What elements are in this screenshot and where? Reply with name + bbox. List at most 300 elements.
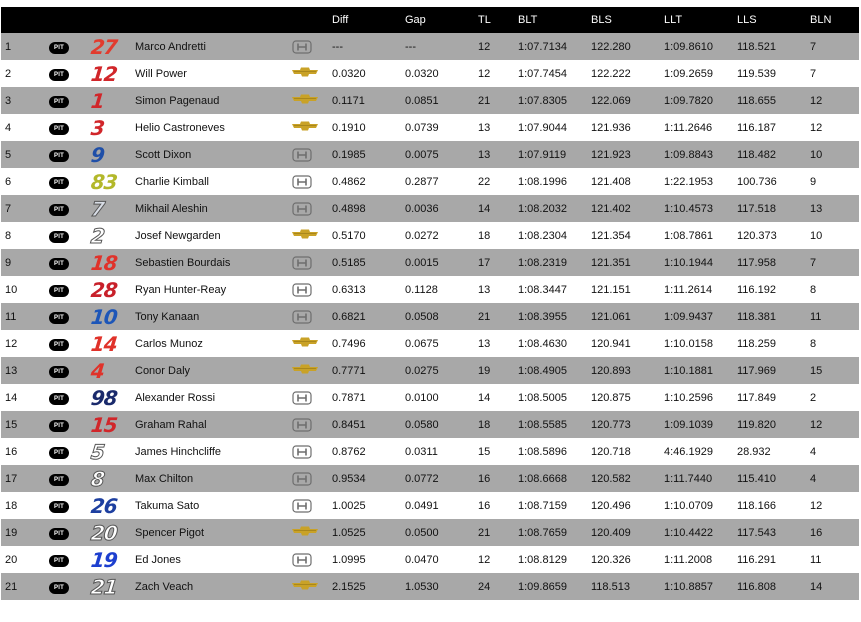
gap-cell: 0.2877 [405,175,439,188]
best-lap-time-cell: 1:08.1996 [518,175,567,188]
best-lap-number-cell: 11 [810,553,822,566]
car-number: 12 [89,61,119,86]
pit-icon: PIT [49,501,69,513]
best-lap-time-cell: 1:08.8129 [518,553,567,566]
last-lap-time-cell: 1:09.8843 [664,148,713,161]
last-lap-time-cell: 1:10.0709 [664,499,713,512]
total-laps-cell: 21 [478,526,491,539]
gap-cell: 0.0272 [405,229,439,242]
driver-name[interactable]: Graham Rahal [135,418,207,431]
gap-cell: 0.0320 [405,67,439,80]
diff-cell: --- [332,40,343,53]
driver-name[interactable]: Zach Veach [135,580,194,593]
diff-cell: 0.1171 [332,94,365,107]
gap-cell: 0.0036 [405,202,439,215]
best-lap-speed-cell: 120.582 [591,472,631,485]
best-lap-number-cell: 12 [810,94,823,107]
chevrolet-logo-icon [292,121,312,135]
last-lap-time-cell: 4:46.1929 [664,445,713,458]
last-lap-time-cell: 1:10.4573 [664,202,713,215]
best-lap-speed-cell: 122.280 [591,40,631,53]
position-cell: 10 [5,283,18,296]
driver-name[interactable]: Carlos Munoz [135,337,203,350]
last-lap-time-cell: 1:11.2008 [664,553,713,566]
pit-icon: PIT [49,339,69,351]
last-lap-time-cell: 1:10.1944 [664,256,713,269]
diff-cell: 0.8762 [332,445,366,458]
total-laps-cell: 19 [478,364,491,377]
position-cell: 13 [5,364,18,377]
best-lap-time-cell: 1:08.7659 [518,526,567,539]
last-lap-speed-cell: 117.543 [737,526,776,539]
total-laps-cell: 12 [478,553,491,566]
position-cell: 19 [5,526,18,539]
gap-cell: 0.0580 [405,418,439,431]
total-laps-cell: 13 [478,337,491,350]
gap-cell: 0.0100 [405,391,439,404]
diff-cell: 1.0525 [332,526,366,539]
best-lap-time-cell: 1:08.7159 [518,499,567,512]
diff-cell: 1.0995 [332,553,366,566]
position-cell: 7 [5,202,12,215]
diff-cell: 1.0025 [332,499,366,512]
honda-logo-icon [292,283,312,297]
last-lap-speed-cell: 118.482 [737,148,776,161]
position-cell: 1 [5,40,12,53]
total-laps-cell: 13 [478,283,491,296]
best-lap-time-cell: 1:07.9044 [518,121,567,134]
gap-cell: 0.0508 [405,310,439,323]
best-lap-speed-cell: 120.326 [591,553,631,566]
car-number: 5 [89,439,106,464]
best-lap-time-cell: 1:08.5005 [518,391,567,404]
position-cell: 21 [5,580,18,593]
table-row[interactable] [1,33,859,60]
position-cell: 11 [5,310,17,323]
pit-icon: PIT [49,96,69,108]
car-number: 4 [89,358,106,383]
diff-cell: 2.1525 [332,580,366,593]
chevrolet-logo-icon [292,337,312,351]
best-lap-speed-cell: 120.409 [591,526,631,539]
table-row[interactable] [1,114,859,141]
pit-icon: PIT [49,204,69,216]
table-header-row [1,7,859,33]
last-lap-time-cell: 1:11.7440 [664,472,713,485]
chevrolet-logo-icon [292,580,312,594]
best-lap-speed-cell: 121.354 [591,229,631,242]
header-best-lap-time[interactable]: BLT [518,14,538,26]
pit-icon: PIT [49,474,69,486]
table-row[interactable] [1,87,859,114]
diff-cell: 0.4898 [332,202,366,215]
position-cell: 5 [5,148,12,161]
total-laps-cell: 13 [478,121,491,134]
position-cell: 12 [5,337,18,350]
pit-icon: PIT [49,42,69,54]
total-laps-cell: 18 [478,229,491,242]
car-number: 28 [89,277,119,302]
table-row[interactable] [1,519,859,546]
best-lap-number-cell: 4 [810,445,817,458]
best-lap-time-cell: 1:08.3447 [518,283,567,296]
diff-cell: 0.8451 [332,418,366,431]
total-laps-cell: 12 [478,67,491,80]
last-lap-speed-cell: 119.539 [737,67,776,80]
pit-icon: PIT [49,528,69,540]
chevrolet-logo-icon [292,526,312,540]
pit-icon: PIT [49,231,69,243]
position-cell: 2 [5,67,12,80]
best-lap-number-cell: 9 [810,175,817,188]
total-laps-cell: 21 [478,94,491,107]
best-lap-speed-cell: 120.893 [591,364,631,377]
header-diff[interactable]: Diff [332,14,349,26]
table-row[interactable] [1,222,859,249]
honda-logo-icon [292,418,312,432]
total-laps-cell: 14 [478,391,491,404]
best-lap-speed-cell: 121.351 [591,256,631,269]
best-lap-number-cell: 4 [810,472,817,485]
car-number: 15 [89,412,119,437]
best-lap-number-cell: 15 [810,364,823,377]
car-number: 8 [89,466,106,491]
best-lap-speed-cell: 121.936 [591,121,631,134]
best-lap-number-cell: 7 [810,67,817,80]
best-lap-number-cell: 16 [810,526,823,539]
last-lap-speed-cell: 115.410 [737,472,776,485]
header-best-lap-speed[interactable]: BLS [591,14,612,26]
best-lap-number-cell: 10 [810,148,823,161]
total-laps-cell: 12 [478,40,491,53]
last-lap-time-cell: 1:10.4422 [664,526,713,539]
header-last-lap-time[interactable]: LLT [664,14,683,26]
gap-cell: 0.0075 [405,148,439,161]
header-last-lap-speed[interactable]: LLS [737,14,757,26]
car-number: 19 [89,547,119,572]
timing-scoring-board [1,7,859,600]
header-best-lap-number[interactable]: BLN [810,14,832,26]
last-lap-time-cell: 1:09.8610 [664,40,713,53]
pit-icon: PIT [49,555,69,567]
header-position [1,7,45,33]
last-lap-speed-cell: 119.820 [737,418,776,431]
position-cell: 15 [5,418,18,431]
best-lap-time-cell: 1:08.5585 [518,418,567,431]
driver-name[interactable]: Ed Jones [135,553,181,566]
pit-icon: PIT [49,420,69,432]
table-row[interactable] [1,357,859,384]
table-row[interactable] [1,465,859,492]
car-number: 26 [89,493,119,518]
gap-cell: 0.0772 [405,472,439,485]
last-lap-time-cell: 1:08.7861 [664,229,713,242]
best-lap-speed-cell: 122.222 [591,67,631,80]
header-gap[interactable]: Gap [405,14,426,26]
best-lap-number-cell: 7 [810,256,817,269]
table-row[interactable] [1,141,859,168]
car-number: 83 [89,169,119,194]
best-lap-speed-cell: 121.061 [591,310,631,323]
diff-cell: 0.5170 [332,229,366,242]
diff-cell: 0.0320 [332,67,366,80]
last-lap-time-cell: 1:09.1039 [664,418,713,431]
best-lap-speed-cell: 120.875 [591,391,631,404]
total-laps-cell: 16 [478,499,491,512]
pit-icon: PIT [49,150,69,162]
last-lap-speed-cell: 116.808 [737,580,776,593]
honda-logo-icon [292,499,312,513]
diff-cell: 0.9534 [332,472,366,485]
last-lap-time-cell: 1:11.2614 [664,283,713,296]
table-row[interactable] [1,303,859,330]
best-lap-number-cell: 2 [810,391,817,404]
pit-icon: PIT [49,285,69,297]
pit-icon: PIT [49,123,69,135]
best-lap-speed-cell: 121.151 [591,283,631,296]
gap-cell: 1.0530 [405,580,439,593]
pit-icon: PIT [49,393,69,405]
driver-name[interactable]: Helio Castroneves [135,121,225,134]
gap-cell: 0.0470 [405,553,439,566]
driver-name[interactable]: Mikhail Aleshin [135,202,208,215]
honda-logo-icon [292,553,312,567]
car-number: 10 [89,304,119,329]
last-lap-speed-cell: 118.259 [737,337,776,350]
best-lap-number-cell: 8 [810,283,817,296]
driver-name[interactable]: Conor Daly [135,364,191,377]
best-lap-number-cell: 12 [810,499,823,512]
table-row[interactable] [1,438,859,465]
pit-icon: PIT [49,582,69,594]
table-row[interactable] [1,492,859,519]
last-lap-speed-cell: 116.291 [737,553,776,566]
best-lap-time-cell: 1:08.6668 [518,472,567,485]
best-lap-time-cell: 1:08.3955 [518,310,567,323]
leaderboard-table [1,7,859,600]
last-lap-time-cell: 1:11.2646 [664,121,713,134]
driver-name[interactable]: Sebastien Bourdais [135,256,231,269]
car-number: 7 [89,196,106,221]
last-lap-time-cell: 1:10.8857 [664,580,713,593]
car-number: 1 [89,88,106,113]
gap-cell: 0.0675 [405,337,439,350]
table-row[interactable] [1,546,859,573]
gap-cell: 0.1128 [405,283,438,296]
gap-cell: 0.0311 [405,445,438,458]
gap-cell: 0.0275 [405,364,439,377]
best-lap-number-cell: 13 [810,202,823,215]
car-number: 3 [89,115,106,140]
driver-name[interactable]: James Hinchcliffe [135,445,221,458]
table-row[interactable] [1,276,859,303]
last-lap-time-cell: 1:10.0158 [664,337,713,350]
best-lap-speed-cell: 121.408 [591,175,631,188]
position-cell: 14 [5,391,18,404]
last-lap-speed-cell: 118.521 [737,40,776,53]
best-lap-speed-cell: 120.773 [591,418,631,431]
last-lap-speed-cell: 120.373 [737,229,777,242]
table-row[interactable] [1,195,859,222]
last-lap-speed-cell: 116.192 [737,283,776,296]
diff-cell: 0.1985 [332,148,366,161]
driver-name[interactable]: Charlie Kimball [135,175,209,188]
honda-logo-icon [292,256,312,270]
best-lap-speed-cell: 121.923 [591,148,631,161]
best-lap-time-cell: 1:07.8305 [518,94,567,107]
header-engine [288,7,328,33]
best-lap-time-cell: 1:08.4630 [518,337,567,350]
total-laps-cell: 13 [478,148,491,161]
last-lap-speed-cell: 28.932 [737,445,771,458]
table-row[interactable] [1,411,859,438]
position-cell: 18 [5,499,18,512]
header-car-number [87,7,131,33]
best-lap-time-cell: 1:07.7134 [518,40,567,53]
last-lap-speed-cell: 118.655 [737,94,776,107]
best-lap-speed-cell: 122.069 [591,94,631,107]
last-lap-speed-cell: 100.736 [737,175,777,188]
honda-logo-icon [292,445,312,459]
diff-cell: 0.4862 [332,175,366,188]
total-laps-cell: 16 [478,472,491,485]
best-lap-time-cell: 1:08.5896 [518,445,567,458]
total-laps-cell: 22 [478,175,491,188]
honda-logo-icon [292,175,312,189]
best-lap-number-cell: 7 [810,40,817,53]
position-cell: 20 [5,553,18,566]
best-lap-number-cell: 12 [810,418,823,431]
best-lap-time-cell: 1:07.7454 [518,67,567,80]
best-lap-number-cell: 12 [810,121,823,134]
car-number: 9 [89,142,106,167]
total-laps-cell: 21 [478,310,491,323]
gap-cell: 0.0851 [405,94,439,107]
header-pit [45,7,87,33]
position-cell: 6 [5,175,12,188]
gap-cell: 0.0491 [405,499,439,512]
total-laps-cell: 18 [478,418,491,431]
table-row[interactable] [1,573,859,600]
last-lap-speed-cell: 118.166 [737,499,776,512]
best-lap-speed-cell: 120.941 [591,337,631,350]
car-number: 18 [89,250,119,275]
driver-name[interactable]: Will Power [135,67,187,80]
gap-cell: 0.0500 [405,526,439,539]
driver-name[interactable]: Takuma Sato [135,499,200,512]
diff-cell: 0.5185 [332,256,366,269]
car-number: 14 [89,331,119,356]
diff-cell: 0.6313 [332,283,366,296]
best-lap-time-cell: 1:08.2032 [518,202,567,215]
honda-logo-icon [292,472,312,486]
best-lap-number-cell: 14 [810,580,823,593]
position-cell: 17 [5,472,18,485]
driver-name[interactable]: Simon Pagenaud [135,94,220,107]
honda-logo-icon [292,148,312,162]
position-cell: 4 [5,121,12,134]
total-laps-cell: 14 [478,202,491,215]
pit-icon: PIT [49,312,69,324]
last-lap-time-cell: 1:10.2596 [664,391,713,404]
last-lap-speed-cell: 117.958 [737,256,776,269]
header-total-laps[interactable]: TL [478,14,491,26]
best-lap-speed-cell: 121.402 [591,202,631,215]
honda-logo-icon [292,40,312,54]
best-lap-time-cell: 1:07.9119 [518,148,567,161]
driver-name[interactable]: Alexander Rossi [135,391,216,404]
last-lap-time-cell: 1:09.9437 [664,310,713,323]
last-lap-speed-cell: 118.381 [737,310,776,323]
last-lap-speed-cell: 117.969 [737,364,776,377]
last-lap-speed-cell: 116.187 [737,121,776,134]
best-lap-number-cell: 8 [810,337,817,350]
honda-logo-icon [292,202,312,216]
last-lap-time-cell: 1:22.1953 [664,175,713,188]
best-lap-speed-cell: 120.718 [591,445,631,458]
chevrolet-logo-icon [292,229,312,243]
driver-name[interactable]: Josef Newgarden [135,229,221,242]
driver-name[interactable]: Spencer Pigot [135,526,205,539]
diff-cell: 0.6821 [332,310,366,323]
best-lap-time-cell: 1:09.8659 [518,580,567,593]
pit-icon: PIT [49,69,69,81]
driver-name[interactable]: Max Chilton [135,472,194,485]
car-number: 98 [89,385,119,410]
total-laps-cell: 15 [478,445,491,458]
pit-icon: PIT [49,258,69,270]
best-lap-number-cell: 10 [810,229,823,242]
total-laps-cell: 24 [478,580,491,593]
chevrolet-logo-icon [292,67,312,81]
car-number: 27 [89,34,119,59]
last-lap-speed-cell: 117.849 [737,391,776,404]
pit-icon: PIT [49,366,69,378]
position-cell: 3 [5,94,12,107]
diff-cell: 0.1910 [332,121,366,134]
last-lap-time-cell: 1:09.7820 [664,94,713,107]
honda-logo-icon [292,310,312,324]
diff-cell: 0.7871 [332,391,366,404]
car-number: 20 [89,520,119,545]
best-lap-speed-cell: 118.513 [591,580,630,593]
driver-name[interactable]: Ryan Hunter-Reay [135,283,227,296]
gap-cell: 0.0739 [405,121,439,134]
gap-cell: --- [405,40,416,53]
gap-cell: 0.0015 [405,256,439,269]
pit-icon: PIT [49,177,69,189]
diff-cell: 0.7771 [332,364,366,377]
position-cell: 9 [5,256,12,269]
driver-name[interactable]: Scott Dixon [135,148,192,161]
table-row[interactable] [1,60,859,87]
car-number: 2 [89,223,106,248]
diff-cell: 0.7496 [332,337,366,350]
table-row[interactable] [1,330,859,357]
total-laps-cell: 17 [478,256,491,269]
table-row[interactable] [1,384,859,411]
driver-name[interactable]: Marco Andretti [135,40,206,53]
last-lap-time-cell: 1:10.1881 [664,364,713,377]
best-lap-time-cell: 1:08.2304 [518,229,567,242]
table-row[interactable] [1,249,859,276]
table-row[interactable] [1,168,859,195]
last-lap-time-cell: 1:09.2659 [664,67,713,80]
best-lap-speed-cell: 120.496 [591,499,631,512]
driver-name[interactable]: Tony Kanaan [135,310,200,323]
position-cell: 16 [5,445,18,458]
position-cell: 8 [5,229,12,242]
